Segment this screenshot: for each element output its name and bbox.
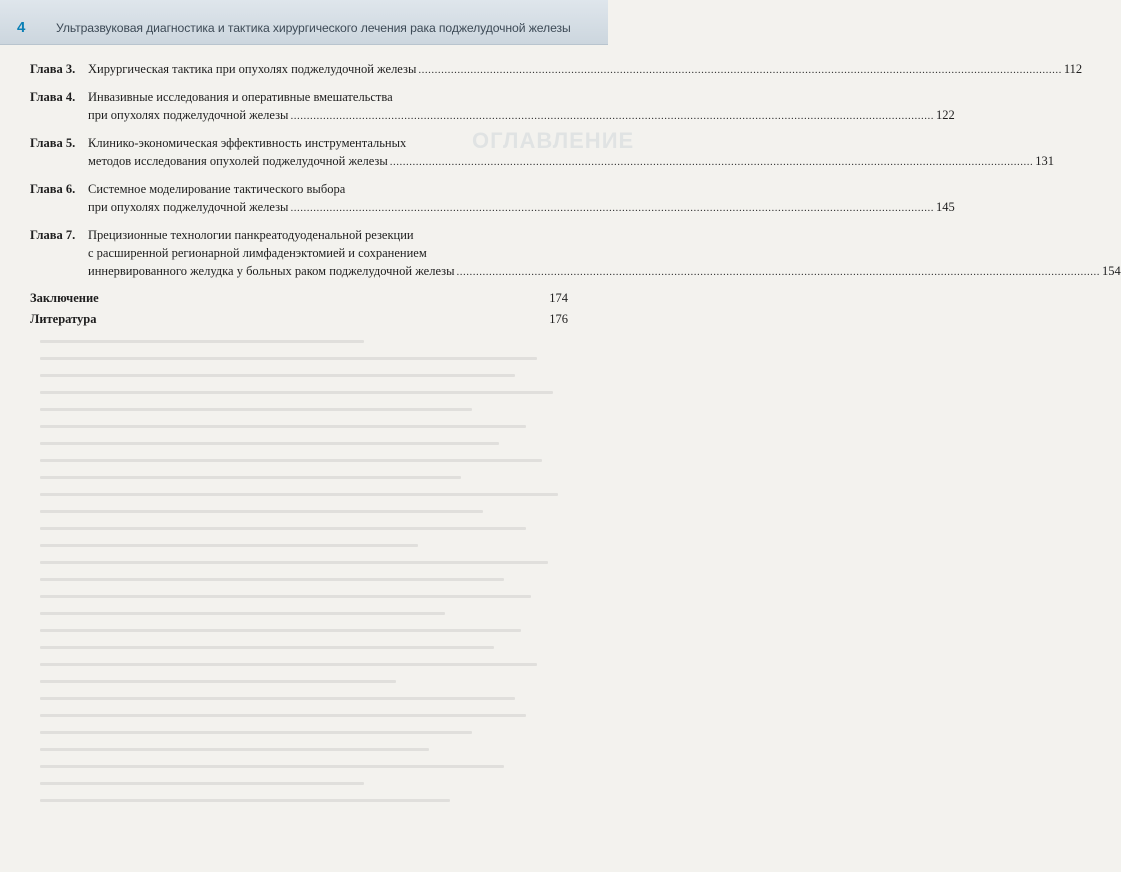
- toc-entry-chapter-6[interactable]: [30, 180, 955, 217]
- chapter-title: Хирургическая тактика при опухолях поджелудочной железы: [88, 62, 417, 76]
- chapter-title-line: Системное моделирование тактического выбора: [88, 182, 346, 196]
- chapter-label: Глава 5.: [30, 136, 76, 150]
- page-ref: 145: [935, 200, 955, 214]
- leader-dots: [290, 107, 934, 125]
- toc-entry-conclusion[interactable]: [30, 289, 568, 307]
- chapter-title: при опухолях поджелудочной железы: [88, 200, 289, 214]
- page-ref: 154: [1102, 264, 1121, 278]
- chapter-title-line: Инвазивные исследования и оперативные вмешательства: [88, 90, 393, 104]
- running-header: [0, 0, 608, 45]
- running-title: Ультразвуковая диагностика и тактика хирургического лечения рака поджелудочной железы: [56, 21, 571, 35]
- bleed-through-text: [40, 340, 580, 840]
- leader-dots: [390, 153, 1034, 171]
- page-ref: 131: [1035, 154, 1055, 168]
- leader-dots: [290, 199, 934, 217]
- toc-entry-literature[interactable]: [30, 310, 568, 328]
- toc-entry-chapter-3[interactable]: [30, 60, 1083, 79]
- literature-label: Литература: [30, 312, 97, 326]
- conclusion-label: Заключение: [30, 291, 99, 305]
- chapter-label: Глава 3.: [30, 62, 76, 76]
- table-of-contents: [30, 60, 1121, 328]
- page-ref: 176: [549, 312, 568, 326]
- toc-entry-chapter-7[interactable]: [30, 226, 1121, 281]
- page-ref: 112: [1063, 62, 1083, 76]
- page-ref: 122: [935, 108, 955, 122]
- chapter-label: Глава 7.: [30, 228, 76, 242]
- chapter-title-line: Клинико-экономическая эффективность инструментальных: [88, 136, 407, 150]
- chapter-title: при опухолях поджелудочной железы: [88, 108, 289, 122]
- page-number: 4: [17, 19, 26, 36]
- chapter-title: методов исследования опухолей поджелудочной железы: [88, 154, 388, 168]
- chapter-label: Глава 4.: [30, 90, 76, 104]
- chapter-title-line: с расширенной регионарной лимфаденэктомией и сохранением: [88, 246, 427, 260]
- chapter-title: иннервированного желудка у больных раком поджелудочной железы: [88, 264, 455, 278]
- page-ref: 174: [549, 291, 568, 305]
- toc-entry-chapter-4[interactable]: [30, 88, 955, 125]
- chapter-title-line: Прецизионные технологии панкреатодуоденальной резекции: [88, 228, 414, 242]
- leader-dots: [418, 61, 1062, 79]
- leader-dots: [457, 263, 1101, 281]
- chapter-label: Глава 6.: [30, 182, 76, 196]
- bleed-through-heading: ОГЛАВЛЕНИЕ: [472, 128, 635, 153]
